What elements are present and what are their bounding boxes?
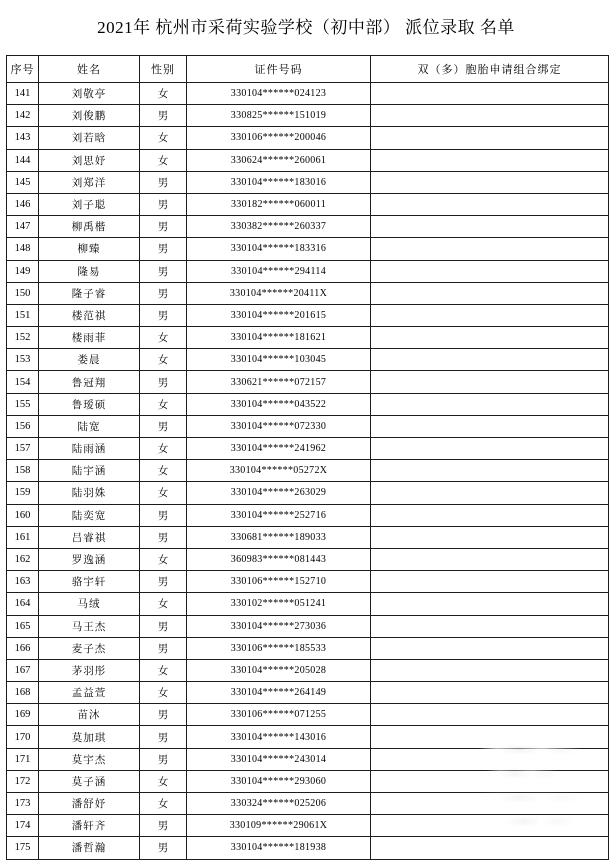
student-name-cell: 吕睿祺 [39,526,140,548]
twin-binding-cell [371,704,609,726]
twin-binding-cell [371,526,609,548]
student-name-cell: 刘俊鹏 [39,105,140,127]
student-name-cell: 苗沐 [39,704,140,726]
serial-number-cell: 175 [7,837,39,859]
twin-binding-cell [371,482,609,504]
twin-binding-cell [371,193,609,215]
id-number-cell: 330825******151019 [187,105,371,127]
id-number-cell: 330624******260061 [187,149,371,171]
serial-number-cell: 168 [7,682,39,704]
id-number-cell: 330102******051241 [187,593,371,615]
student-name-cell: 刘子聪 [39,193,140,215]
student-name-cell: 莫宇杰 [39,748,140,770]
id-number-cell: 330382******260337 [187,216,371,238]
student-name-cell: 刘郑洋 [39,171,140,193]
twin-binding-cell [371,393,609,415]
gender-cell: 男 [140,726,187,748]
serial-number-cell: 150 [7,282,39,304]
twin-binding-cell [371,415,609,437]
id-number-cell: 330182******060011 [187,193,371,215]
student-name-cell: 陆宽 [39,415,140,437]
id-number-cell: 330104******181621 [187,327,371,349]
id-number-cell: 330104******241962 [187,438,371,460]
twin-binding-cell [371,349,609,371]
serial-number-cell: 146 [7,193,39,215]
serial-number-cell: 166 [7,637,39,659]
twin-binding-cell [371,327,609,349]
table-row [7,748,609,770]
student-name-cell: 骆宇轩 [39,571,140,593]
serial-number-cell: 165 [7,615,39,637]
gender-cell: 女 [140,438,187,460]
serial-number-cell: 145 [7,171,39,193]
id-number-cell: 330104******20411X [187,282,371,304]
table-row [7,171,609,193]
header-gender: 性别 [140,56,187,83]
student-name-cell: 刘敬亭 [39,83,140,105]
id-number-cell: 330106******185533 [187,637,371,659]
twin-binding-cell [371,548,609,570]
gender-cell: 男 [140,193,187,215]
table-row [7,238,609,260]
serial-number-cell: 147 [7,216,39,238]
table-row [7,83,609,105]
twin-binding-cell [371,105,609,127]
gender-cell: 男 [140,371,187,393]
table-row [7,371,609,393]
gender-cell: 男 [140,105,187,127]
table-row [7,526,609,548]
gender-cell: 男 [140,304,187,326]
id-number-cell: 330104******181938 [187,837,371,859]
header-serial-number: 序号 [7,56,39,83]
id-number-cell: 330104******293060 [187,770,371,792]
student-name-cell: 罗逸涵 [39,548,140,570]
twin-binding-cell [371,460,609,482]
serial-number-cell: 141 [7,83,39,105]
twin-binding-cell [371,593,609,615]
student-name-cell: 潘哲瀚 [39,837,140,859]
serial-number-cell: 162 [7,548,39,570]
student-name-cell: 莫加琪 [39,726,140,748]
student-name-cell: 隆易 [39,260,140,282]
serial-number-cell: 151 [7,304,39,326]
id-number-cell: 330621******072157 [187,371,371,393]
table-row [7,105,609,127]
serial-number-cell: 158 [7,460,39,482]
id-number-cell: 330104******103045 [187,349,371,371]
table-row [7,438,609,460]
twin-binding-cell [371,171,609,193]
gender-cell: 男 [140,637,187,659]
gender-cell: 男 [140,571,187,593]
serial-number-cell: 152 [7,327,39,349]
page-title: 2021年 杭州市采荷实验学校（初中部） 派位录取 名单 [97,18,515,37]
student-name-cell: 陆宇涵 [39,460,140,482]
twin-binding-cell [371,304,609,326]
gender-cell: 男 [140,216,187,238]
id-number-cell: 330104******263029 [187,482,371,504]
student-name-cell: 刘思妤 [39,149,140,171]
table-header [7,56,609,83]
id-number-cell: 330104******264149 [187,682,371,704]
student-name-cell: 茅羽彤 [39,659,140,681]
gender-cell: 女 [140,482,187,504]
table-row [7,415,609,437]
id-number-cell: 330324******025206 [187,793,371,815]
serial-number-cell: 144 [7,149,39,171]
twin-binding-cell [371,127,609,149]
table-row [7,193,609,215]
twin-binding-cell [371,615,609,637]
serial-number-cell: 171 [7,748,39,770]
id-number-cell: 330104******252716 [187,504,371,526]
student-name-cell: 刘若晗 [39,127,140,149]
table-row [7,726,609,748]
student-name-cell: 马王杰 [39,615,140,637]
student-name-cell: 娄晨 [39,349,140,371]
student-name-cell: 潘舒妤 [39,793,140,815]
table-row [7,837,609,859]
serial-number-cell: 148 [7,238,39,260]
gender-cell: 男 [140,748,187,770]
table-row [7,460,609,482]
admission-roster-table [6,55,609,860]
table-row [7,260,609,282]
header-student-name: 姓名 [39,56,140,83]
header-row [7,56,609,83]
serial-number-cell: 143 [7,127,39,149]
student-name-cell: 楼雨菲 [39,327,140,349]
twin-binding-cell [371,260,609,282]
twin-binding-cell [371,837,609,859]
id-number-cell: 330681******189033 [187,526,371,548]
gender-cell: 男 [140,238,187,260]
student-name-cell: 隆子睿 [39,282,140,304]
student-name-cell: 陆雨涵 [39,438,140,460]
serial-number-cell: 173 [7,793,39,815]
gender-cell: 男 [140,415,187,437]
student-name-cell: 马绒 [39,593,140,615]
gender-cell: 男 [140,504,187,526]
student-name-cell: 陆奕宽 [39,504,140,526]
table-row [7,127,609,149]
student-name-cell: 鲁冠翔 [39,371,140,393]
table-row [7,504,609,526]
table-body [7,83,609,860]
twin-binding-cell [371,659,609,681]
gender-cell: 男 [140,837,187,859]
table-row [7,304,609,326]
id-number-cell: 330104******201615 [187,304,371,326]
id-number-cell: 330106******152710 [187,571,371,593]
serial-number-cell: 163 [7,571,39,593]
table-row [7,571,609,593]
twin-binding-cell [371,282,609,304]
twin-binding-cell [371,149,609,171]
serial-number-cell: 169 [7,704,39,726]
twin-binding-cell [371,216,609,238]
serial-number-cell: 157 [7,438,39,460]
table-row [7,793,609,815]
table-row [7,637,609,659]
id-number-cell: 330104******143016 [187,726,371,748]
table-row [7,770,609,792]
gender-cell: 女 [140,393,187,415]
id-number-cell: 330104******205028 [187,659,371,681]
gender-cell: 女 [140,149,187,171]
twin-binding-cell [371,571,609,593]
gender-cell: 女 [140,793,187,815]
table-row [7,548,609,570]
gender-cell: 女 [140,127,187,149]
twin-binding-cell [371,438,609,460]
gender-cell: 男 [140,171,187,193]
header-id-number: 证件号码 [187,56,371,83]
twin-binding-cell [371,83,609,105]
student-name-cell: 潘轩齐 [39,815,140,837]
id-number-cell: 330106******071255 [187,704,371,726]
gender-cell: 女 [140,460,187,482]
table-row [7,149,609,171]
gender-cell: 男 [140,704,187,726]
twin-binding-cell [371,238,609,260]
gender-cell: 男 [140,282,187,304]
gender-cell: 男 [140,615,187,637]
serial-number-cell: 155 [7,393,39,415]
serial-number-cell: 174 [7,815,39,837]
serial-number-cell: 164 [7,593,39,615]
student-name-cell: 孟益萱 [39,682,140,704]
gender-cell: 女 [140,327,187,349]
id-number-cell: 330109******29061X [187,815,371,837]
gender-cell: 女 [140,659,187,681]
id-number-cell: 330104******183316 [187,238,371,260]
student-name-cell: 柳臻 [39,238,140,260]
student-name-cell: 鲁瑷硕 [39,393,140,415]
twin-binding-cell [371,815,609,837]
gender-cell: 男 [140,526,187,548]
serial-number-cell: 170 [7,726,39,748]
twin-binding-cell [371,371,609,393]
table-row [7,216,609,238]
serial-number-cell: 142 [7,105,39,127]
serial-number-cell: 167 [7,659,39,681]
gender-cell: 女 [140,83,187,105]
id-number-cell: 360983******081443 [187,548,371,570]
serial-number-cell: 161 [7,526,39,548]
student-name-cell: 楼范祺 [39,304,140,326]
twin-binding-cell [371,726,609,748]
table-row [7,482,609,504]
table-row [7,593,609,615]
twin-binding-cell [371,770,609,792]
table-row [7,282,609,304]
gender-cell: 女 [140,682,187,704]
twin-binding-cell [371,504,609,526]
table-row [7,615,609,637]
id-number-cell: 330106******200046 [187,127,371,149]
gender-cell: 女 [140,349,187,371]
student-name-cell: 麦子杰 [39,637,140,659]
table-row [7,349,609,371]
student-name-cell: 莫子涵 [39,770,140,792]
id-number-cell: 330104******072330 [187,415,371,437]
table-row [7,682,609,704]
gender-cell: 男 [140,260,187,282]
student-name-cell: 柳禹楷 [39,216,140,238]
serial-number-cell: 153 [7,349,39,371]
id-number-cell: 330104******043522 [187,393,371,415]
serial-number-cell: 149 [7,260,39,282]
id-number-cell: 330104******05272X [187,460,371,482]
table-row [7,704,609,726]
serial-number-cell: 159 [7,482,39,504]
twin-binding-cell [371,637,609,659]
serial-number-cell: 172 [7,770,39,792]
id-number-cell: 330104******294114 [187,260,371,282]
twin-binding-cell [371,748,609,770]
id-number-cell: 330104******183016 [187,171,371,193]
id-number-cell: 330104******024123 [187,83,371,105]
header-twin-binding: 双（多）胞胎申请组合绑定 [371,56,609,83]
student-name-cell: 陆羽姝 [39,482,140,504]
table-row [7,659,609,681]
serial-number-cell: 154 [7,371,39,393]
gender-cell: 男 [140,815,187,837]
twin-binding-cell [371,793,609,815]
table-row [7,393,609,415]
id-number-cell: 330104******273036 [187,615,371,637]
gender-cell: 女 [140,770,187,792]
table-row [7,815,609,837]
serial-number-cell: 160 [7,504,39,526]
table-row [7,327,609,349]
gender-cell: 女 [140,548,187,570]
gender-cell: 女 [140,593,187,615]
id-number-cell: 330104******243014 [187,748,371,770]
twin-binding-cell [371,682,609,704]
serial-number-cell: 156 [7,415,39,437]
